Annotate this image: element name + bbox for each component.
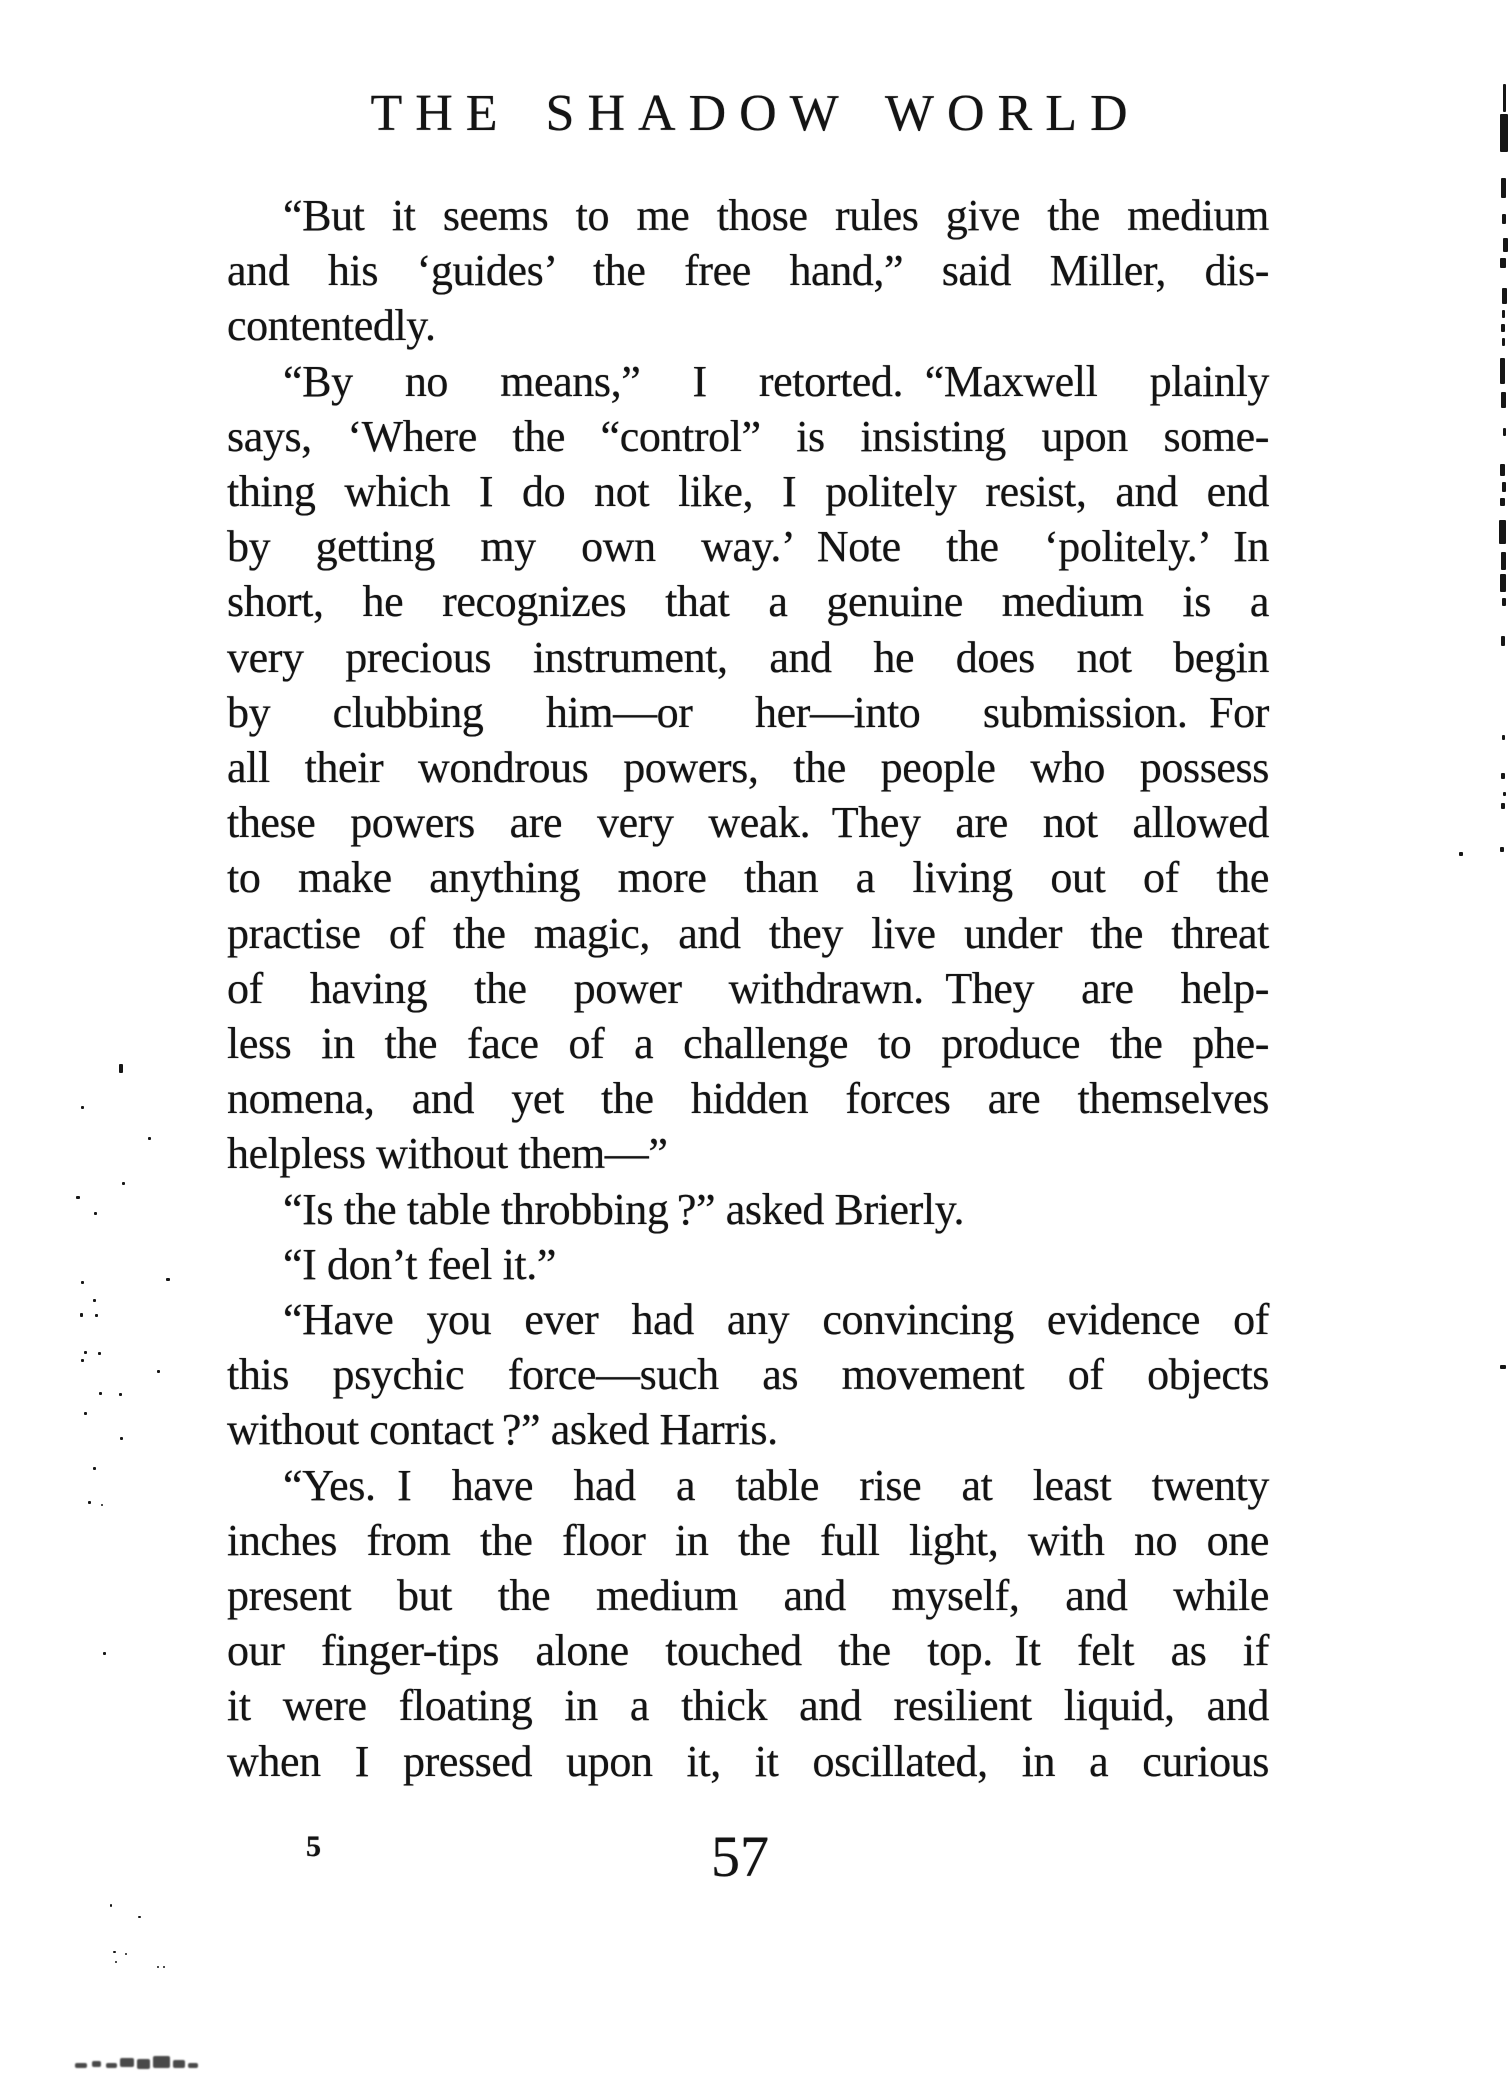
ink-speck bbox=[95, 1314, 98, 1317]
ink-speck bbox=[1501, 324, 1505, 332]
ink-speck bbox=[94, 1212, 97, 1215]
ink-speck bbox=[1502, 214, 1506, 224]
ink-speck bbox=[157, 1370, 160, 1373]
ink-speck bbox=[1499, 520, 1506, 544]
text-line: thing which I do not like, I politely resist, and end bbox=[227, 467, 1269, 517]
text-line: this psychic force—such as movement of objects bbox=[227, 1350, 1269, 1400]
text-line: by getting my own way.’ Note the ‘politely.’ In bbox=[227, 522, 1269, 572]
ink-smudge bbox=[106, 2063, 117, 2068]
text-line: “By no means,” I retorted. “Maxwell plainly bbox=[283, 356, 1269, 406]
ink-speck bbox=[88, 1501, 91, 1504]
ink-speck bbox=[1503, 792, 1506, 796]
text-line: all their wondrous powers, the people who possess bbox=[227, 743, 1269, 793]
ink-speck bbox=[1501, 803, 1505, 809]
ink-smudge bbox=[120, 2058, 134, 2067]
ink-speck bbox=[101, 1504, 103, 1506]
ink-speck bbox=[84, 1351, 87, 1354]
text-line: very precious instrument, and he does not begin bbox=[227, 632, 1269, 682]
ink-speck bbox=[115, 1961, 117, 1963]
ink-speck bbox=[125, 1953, 127, 1955]
text-line: when I pressed upon it, it oscillated, in a curious bbox=[227, 1736, 1269, 1786]
ink-speck bbox=[1501, 773, 1505, 779]
text-line: “I don’t feel it.” bbox=[283, 1239, 556, 1289]
text-line: “Is the table throbbing ?” asked Brierly. bbox=[283, 1184, 965, 1234]
ink-speck bbox=[138, 1916, 141, 1918]
ink-speck bbox=[93, 1467, 96, 1470]
ink-speck bbox=[1500, 1365, 1506, 1369]
ink-speck bbox=[163, 1966, 165, 1968]
page-title: THE SHADOW WORLD bbox=[370, 85, 1141, 142]
ink-speck bbox=[1459, 852, 1463, 856]
ink-speck bbox=[113, 1951, 116, 1953]
ink-speck bbox=[1500, 464, 1505, 476]
text-line: less in the face of a challenge to produce the phe- bbox=[227, 1019, 1269, 1069]
ink-speck bbox=[1500, 574, 1506, 592]
text-line: and his ‘guides’ the free hand,” said Miller, dis- bbox=[227, 246, 1269, 296]
text-line: present but the medium and myself, and while bbox=[227, 1571, 1269, 1621]
ink-speck bbox=[99, 1392, 102, 1395]
ink-smudge bbox=[75, 2063, 87, 2068]
text-line: without contact ?” asked Harris. bbox=[227, 1405, 778, 1455]
text-line: helpless without them—” bbox=[227, 1129, 668, 1179]
ink-speck bbox=[1502, 482, 1506, 492]
text-line: our finger-tips alone touched the top. It felt as if bbox=[227, 1626, 1269, 1676]
ink-smudge bbox=[188, 2063, 198, 2068]
ink-speck bbox=[157, 1966, 159, 1968]
ink-speck bbox=[1500, 847, 1504, 852]
text-line: “Yes. I have had a table rise at least twenty bbox=[283, 1460, 1269, 1510]
text-line: contentedly. bbox=[227, 301, 436, 351]
text-line: “Have you ever had any convincing evidence of bbox=[283, 1295, 1269, 1345]
text-line: short, he recognizes that a genuine medium is a bbox=[227, 577, 1269, 627]
ink-speck bbox=[1501, 392, 1506, 408]
ink-speck bbox=[1501, 178, 1506, 198]
ink-speck bbox=[148, 1137, 151, 1140]
text-line: practise of the magic, and they live under the threat bbox=[227, 908, 1269, 958]
ink-speck bbox=[76, 1196, 80, 1199]
ink-speck bbox=[1500, 498, 1505, 506]
page-number: 57 bbox=[711, 1824, 769, 1889]
ink-speck bbox=[1502, 598, 1506, 606]
ink-speck bbox=[1503, 428, 1506, 436]
text-line: by clubbing him—or her—into submission. For bbox=[227, 687, 1269, 737]
ink-speck bbox=[110, 1904, 112, 1907]
ink-speck bbox=[81, 1359, 84, 1362]
text-line: it were floating in a thick and resilient liquid, and bbox=[227, 1681, 1269, 1731]
ink-speck bbox=[84, 1412, 87, 1415]
text-line: these powers are very weak. They are not allowed bbox=[227, 798, 1269, 848]
text-line: to make anything more than a living out of the bbox=[227, 853, 1269, 903]
text-line: of having the power withdrawn. They are help- bbox=[227, 963, 1269, 1013]
ink-speck bbox=[1502, 310, 1505, 318]
ink-smudge bbox=[153, 2056, 170, 2068]
ink-smudge bbox=[137, 2059, 150, 2069]
ink-speck bbox=[1500, 358, 1505, 384]
ink-speck bbox=[1503, 84, 1506, 112]
ink-speck bbox=[1503, 238, 1508, 252]
ink-smudge bbox=[173, 2060, 185, 2068]
text-line: “But it seems to me those rules give the medium bbox=[283, 191, 1269, 240]
ink-speck bbox=[93, 1299, 96, 1302]
ink-speck bbox=[81, 1281, 84, 1284]
ink-speck bbox=[119, 1393, 122, 1396]
ink-speck bbox=[103, 1652, 106, 1655]
text-line: inches from the floor in the full light, with no one bbox=[227, 1515, 1269, 1565]
ink-speck bbox=[120, 1437, 123, 1440]
body-text bbox=[227, 188, 1269, 1789]
ink-speck bbox=[122, 1182, 125, 1185]
text-line: nomena, and yet the hidden forces are themselves bbox=[227, 1074, 1269, 1124]
ink-speck bbox=[98, 1352, 101, 1355]
text-line: says, ‘Where the “control” is insisting upon some- bbox=[227, 411, 1269, 461]
ink-speck bbox=[1500, 258, 1506, 268]
ink-speck bbox=[119, 1064, 123, 1073]
ink-speck bbox=[81, 1106, 84, 1109]
signature-mark: 5 bbox=[306, 1830, 321, 1863]
ink-speck bbox=[1501, 552, 1506, 570]
ink-speck bbox=[1502, 288, 1507, 304]
ink-speck bbox=[166, 1278, 170, 1281]
ink-speck bbox=[1502, 735, 1505, 740]
ink-speck bbox=[80, 1313, 83, 1317]
ink-smudge bbox=[92, 2061, 101, 2067]
ink-speck bbox=[1500, 114, 1508, 152]
ink-speck bbox=[1501, 636, 1505, 646]
ink-speck bbox=[1502, 338, 1505, 346]
